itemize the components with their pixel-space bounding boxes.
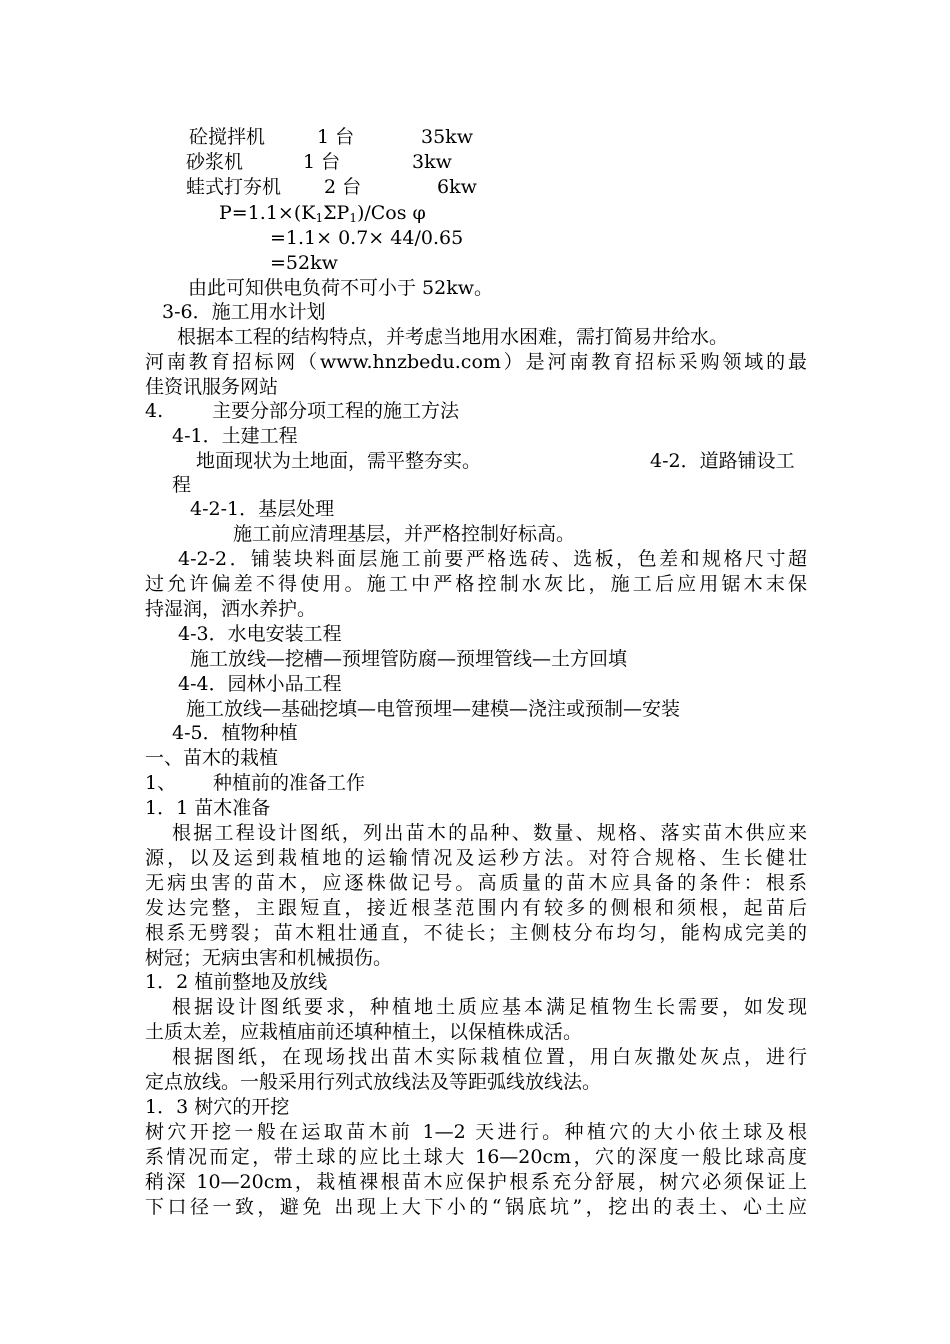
paragraph-line: 根系无劈裂；苗木粗壮通直，不徒长；主侧枝分布均匀，能构成完美的 [145, 922, 807, 944]
section-heading-1-2: 1．2 植前整地及放线 [145, 971, 328, 993]
heading-text: 种植前的准备工作 [213, 772, 366, 794]
paragraph-line: 树穴开挖一般在运取苗木前 1—2 天进行。种植穴的大小依土球及根 [145, 1121, 807, 1143]
section-heading-4-1: 4-1．土建工程 [172, 425, 298, 447]
heading-text: 主要分部分项工程的施工方法 [212, 400, 460, 422]
section-heading-4-5: 4-5．植物种植 [172, 722, 298, 744]
section-heading-4-2-wrap: 程 [172, 474, 192, 496]
machine-row [186, 175, 477, 200]
section-heading-1-1: 1．1 苗木准备 [145, 797, 271, 819]
paragraph-line: 发达完整，主跟短直，接近根茎范围内有较多的侧根和须根，起苗后 [145, 897, 807, 919]
formula-step: =1.1× 0.7× 44/0.65 [270, 227, 464, 249]
heading-number: 1、 [145, 772, 177, 794]
paragraph-line: 系情况而定，带土球的应比土球大 16—20cm，穴的深度一般比球高度 [145, 1146, 807, 1168]
section-heading-planting: 一、苗木的栽植 [145, 747, 279, 769]
paragraph-line: 树冠；无病虫害和机械损伤。 [145, 947, 393, 969]
paragraph-line: 根据设计图纸要求，种植地土质应基本满足植物生长需要，如发现 [172, 996, 807, 1018]
formula-part: P=1.1×(K [219, 202, 316, 224]
paragraph-line: 施工前应清理基层，并严格控制好标高。 [233, 523, 576, 545]
machine-name: 蛙式打夯机 [186, 176, 282, 198]
power-formula [219, 201, 426, 226]
section-heading-4-2: 4-2．道路铺设工 [650, 450, 795, 472]
machine-qty: 2 台 [324, 176, 362, 198]
paragraph-line: 佳资讯服务网站 [145, 376, 279, 398]
machine-qty: 1 台 [317, 126, 355, 148]
conclusion-text: 由此可知供电负荷不可小于 52kw。 [188, 277, 493, 299]
paragraph-line: 河南教育招标网（www.hnzbedu.com）是河南教育招标采购领域的最 [145, 351, 807, 373]
section-heading-3-6: 3-6．施工用水计划 [162, 301, 326, 323]
paragraph-line: 过允许偏差不得使用。施工中严格控制水灰比，施工后应用锯木末保 [145, 573, 807, 595]
paragraph-line: 下口径一致，避免 出现上大下小的“锅底坑”，挖出的表土、心土应 [145, 1196, 807, 1218]
paragraph-line: 地面现状为土地面，需平整夯实。 [196, 450, 482, 472]
machine-name: 砼搅拌机 [189, 126, 266, 148]
paragraph-line: 根据图纸，在现场找出苗木实际栽植位置，用白灰撒处灰点，进行 [172, 1046, 807, 1068]
machine-power: 6kw [437, 176, 477, 198]
heading-number: 4. [145, 400, 164, 422]
machine-qty: 1 台 [303, 151, 341, 173]
paragraph-line: 无病虫害的苗木，应逐株做记号。高质量的苗木应具备的条件：根系 [145, 872, 807, 894]
section-heading-4-4: 4-4．园林小品工程 [178, 673, 342, 695]
formula-step: =52kw [270, 252, 338, 274]
paragraph-line: 根据本工程的结构特点，并考虑当地用水困难，需打简易井给水。 [177, 326, 729, 348]
formula-part: )/Cos φ [356, 202, 426, 224]
section-heading-1-3: 1．3 树穴的开挖 [145, 1096, 290, 1118]
paragraph-line: 根据工程设计图纸，列出苗木的品种、数量、规格、落实苗木供应来 [172, 822, 807, 844]
section-heading-prep [145, 771, 365, 796]
section-heading-4-3: 4-3．水电安装工程 [178, 623, 342, 645]
section-heading-4 [145, 399, 459, 424]
process-line: 施工放线—基础挖填—电管预埋—建模—浇注或预制—安装 [186, 698, 681, 720]
process-line: 施工放线—挖槽—预埋管防腐—预埋管线—土方回填 [190, 648, 628, 670]
paragraph-line: 源，以及运到栽植地的运输情况及运秒方法。对符合规格、生长健壮 [145, 847, 807, 869]
formula-subscript: 1 [315, 211, 324, 225]
paragraph-line: 定点放线。一般采用行列式放线法及等距弧线放线法。 [145, 1071, 602, 1093]
paragraph-line: 土质太差，应栽植庙前还填种植土，以保植株成活。 [145, 1021, 583, 1043]
formula-part: ΣP [323, 202, 350, 224]
machine-row [186, 150, 452, 175]
formula-subscript: 1 [349, 211, 357, 225]
machine-power: 3kw [412, 151, 452, 173]
machine-row [189, 125, 473, 150]
paragraph-line: 稍深 10—20cm，栽植裸根苗木应保护根系充分舒展，树穴必须保证上 [145, 1171, 807, 1193]
section-heading-4-2-1: 4-2-1．基层处理 [190, 498, 335, 520]
paragraph-line: 持湿润，洒水养护。 [145, 598, 317, 620]
machine-power: 35kw [421, 126, 473, 148]
paragraph-line: 4-2-2．铺装块料面层施工前要严格选砖、选板，色差和规格尺寸超 [178, 548, 807, 570]
machine-name: 砂浆机 [186, 151, 244, 173]
